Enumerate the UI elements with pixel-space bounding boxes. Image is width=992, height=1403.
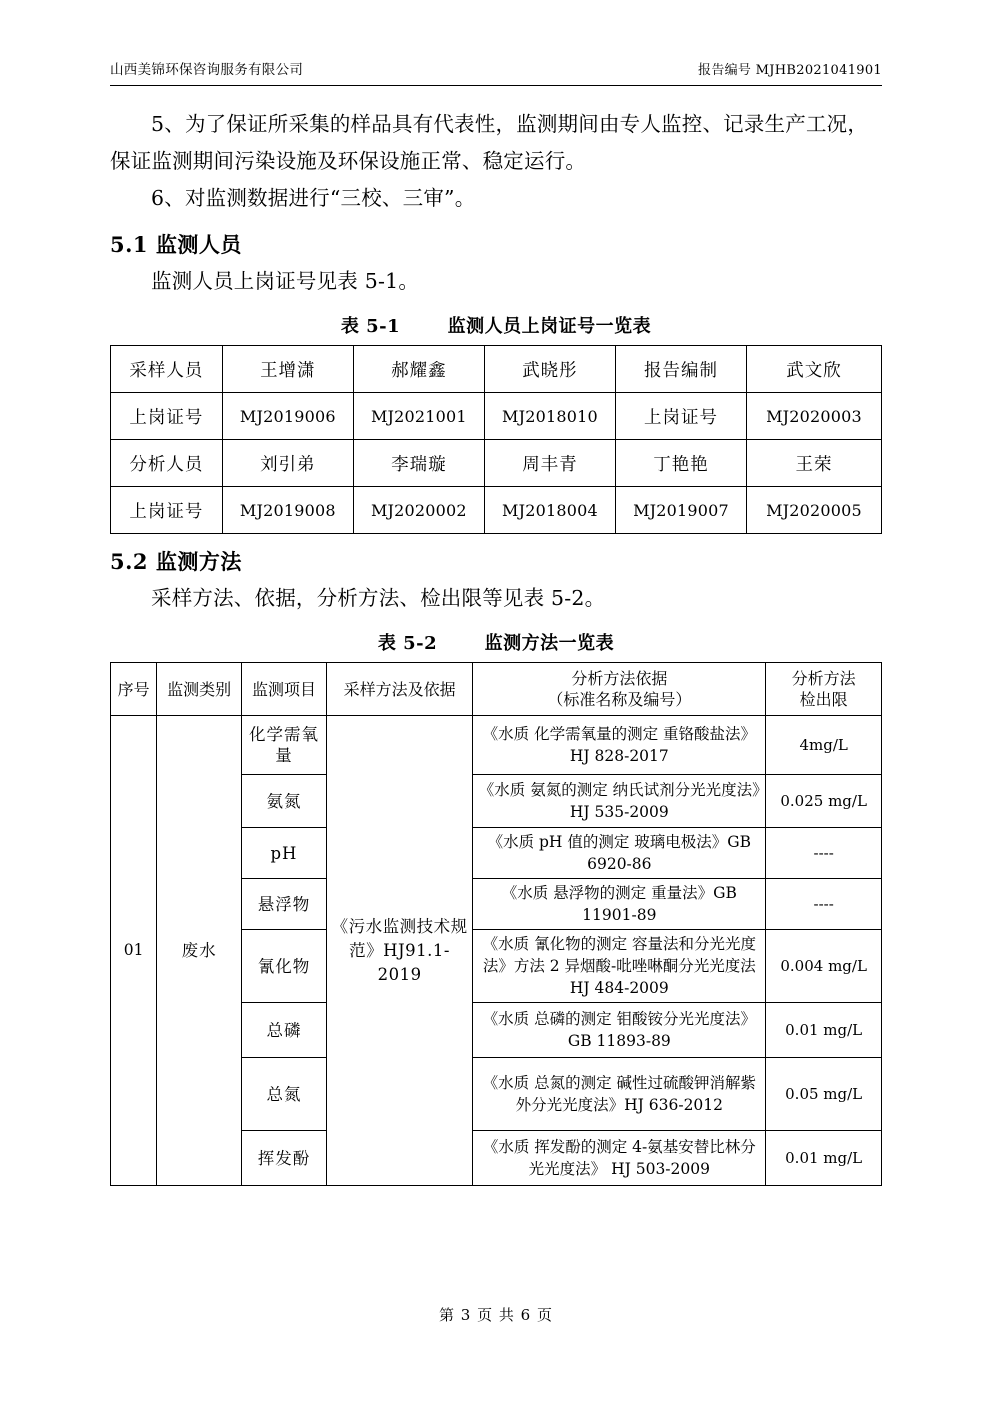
cell-analysis-method: 《水质 pH 值的测定 玻璃电极法》GB 6920-86 [473,828,766,879]
cell-analysis-method: 《水质 氨氮的测定 纳氏试剂分光光度法》 HJ 535-2009 [473,775,766,828]
cell-detection-limit: 0.004 mg/L [766,930,882,1003]
cell-item: 挥发酚 [242,1131,327,1186]
cell-analysis-method: 《水质 化学需氧量的测定 重铬酸盐法》HJ 828-2017 [473,716,766,775]
header-category: 监测类别 [157,663,242,716]
cell-detection-limit: ---- [766,828,882,879]
cell-item: 悬浮物 [242,879,327,930]
cell-value: MJ2018010 [484,393,615,440]
cell-detection-limit: 4mg/L [766,716,882,775]
cell-value: 上岗证号 [615,393,746,440]
cell-value: MJ2021001 [353,393,484,440]
table-5-2-caption-title: 监测方法一览表 [484,633,615,654]
header-company-name: 山西美锦环保咨询服务有限公司 [110,62,304,78]
cell-analysis-method: 《水质 悬浮物的测定 重量法》GB 11901-89 [473,879,766,930]
header-limit-line-2: 检出限 [799,690,848,709]
cell-item: 化学需氧量 [242,716,327,775]
table-header-row [111,663,882,716]
header-detection-limit [766,663,882,716]
cell-item: 氰化物 [242,930,327,1003]
cell-analysis-method: 《水质 总磷的测定 钼酸铵分光光度法》GB 11893-89 [473,1003,766,1058]
cell-seq: 01 [111,716,157,1186]
paragraph-item-5: 5、为了保证所采集的样品具有代表性，监测期间由专人监控、记录生产工况，保证监测期间污染设施及环保设施正常、稳定运行。 [110,112,869,173]
cell-label: 上岗证号 [111,393,223,440]
cell-item: 氨氮 [242,775,327,828]
table-row [111,346,882,393]
cell-value: 武文欣 [747,346,882,393]
cell-analysis-method: 《水质 总氮的测定 碱性过硫酸钾消解紫外分光光度法》HJ 636-2012 [473,1058,766,1131]
header-item: 监测项目 [242,663,327,716]
header-sampling-method: 采样方法及依据 [326,663,472,716]
table-row [111,393,882,440]
cell-value: 报告编制 [615,346,746,393]
cell-item: 总磷 [242,1003,327,1058]
cell-detection-limit: ---- [766,879,882,930]
cell-value: 周丰青 [484,440,615,487]
cell-value: 李瑞璇 [353,440,484,487]
table-row [111,716,882,775]
cell-value: 王荣 [747,440,882,487]
cell-analysis-method: 《水质 氰化物的测定 容量法和分光光度法》方法 2 异烟酸-吡唑啉酮分光光度法 HJ 484-2009 [473,930,766,1003]
cell-detection-limit: 0.01 mg/L [766,1131,882,1186]
table-personnel-certificates [110,345,882,534]
header-report-number: 报告编号 MJHB2021041901 [698,63,882,78]
cell-value: MJ2020003 [747,393,882,440]
cell-analysis-method: 《水质 挥发酚的测定 4-氨基安替比林分光光度法》 HJ 503-2009 [473,1131,766,1186]
page-content [110,58,882,1186]
cell-value: 丁艳艳 [615,440,746,487]
paragraph-item-6: 6、对监测数据进行“三校、三审”。 [151,186,476,210]
cell-value: 郝耀鑫 [353,346,484,393]
page-footer: 第 3 页 共 6 页 [439,1306,553,1324]
cell-value: MJ2018004 [484,487,615,534]
section-heading-5-2: 5.2 监测方法 [110,549,242,574]
header-limit-line-1: 分析方法 [791,669,856,688]
table-monitoring-methods [110,662,882,1186]
cell-value: MJ2020005 [747,487,882,534]
paragraph-5-1: 监测人员上岗证号见表 5-1。 [151,269,420,293]
cell-item: 总氮 [242,1058,327,1131]
cell-detection-limit: 0.01 mg/L [766,1003,882,1058]
cell-value: 武晓彤 [484,346,615,393]
table-5-1-caption-prefix: 表 5-1 [340,316,401,337]
cell-sampling-method: 《污水监测技术规范》HJ91.1-2019 [326,716,472,1186]
table-5-1-caption [110,312,882,338]
cell-category: 废水 [157,716,242,1186]
header-analysis-line-1: 分析方法依据 [571,669,668,688]
paragraph-5-2: 采样方法、依据，分析方法、检出限等见表 5-2。 [151,586,606,610]
cell-label: 分析人员 [111,440,223,487]
header-seq: 序号 [111,663,157,716]
header-analysis-line-2: （标准名称及编号） [547,690,692,709]
section-heading-5-1: 5.1 监测人员 [110,232,242,257]
cell-label: 采样人员 [111,346,223,393]
cell-label: 上岗证号 [111,487,223,534]
cell-value: 刘引弟 [222,440,353,487]
cell-value: MJ2019007 [615,487,746,534]
table-5-2-caption-prefix: 表 5-2 [377,633,438,654]
cell-value: 王增潇 [222,346,353,393]
cell-detection-limit: 0.05 mg/L [766,1058,882,1131]
document-header [110,58,882,86]
table-row [111,440,882,487]
cell-detection-limit: 0.025 mg/L [766,775,882,828]
cell-item: pH [242,828,327,879]
header-analysis-method [473,663,766,716]
cell-value: MJ2019008 [222,487,353,534]
table-5-2-caption [110,629,882,655]
table-5-1-caption-title: 监测人员上岗证号一览表 [447,316,652,337]
cell-value: MJ2020002 [353,487,484,534]
table-row [111,487,882,534]
cell-value: MJ2019006 [222,393,353,440]
